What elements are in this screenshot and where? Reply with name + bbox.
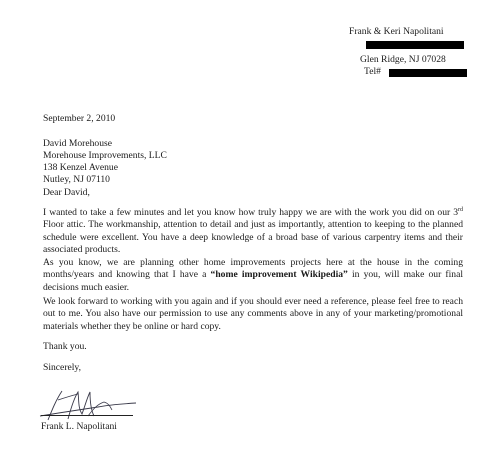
body-paragraph-3 [43, 296, 463, 333]
recipient-name: David Morehouse [43, 138, 113, 149]
recipient-company: Morehouse Improvements, LLC [43, 150, 167, 161]
p2-text-b: in you, will make our final decisions much easier. [43, 269, 464, 293]
sender-tel-label: Tel# [364, 66, 381, 77]
p3-text: We look forward to working with you again and if you should ever need a reference, please feel free to reach out to me. You also have our permission to use any comments above in any of your marketing/promotional materials whether they be online or hard copy. [43, 296, 463, 332]
thank-you-line: Thank you. [43, 341, 87, 352]
redacted-phone [389, 69, 467, 77]
sender-name: Frank & Keri Napolitani [349, 26, 444, 37]
closing: Sincerely, [43, 362, 82, 373]
signer-name: Frank L. Napolitani [41, 421, 117, 432]
recipient-city: Nutley, NJ 07110 [43, 174, 110, 185]
recipient-street: 138 Kenzel Avenue [43, 162, 118, 173]
p2-text-a: As you know, we are planning other home improvements projects here at the house in the coming months/years and knowing that I have a [43, 257, 463, 281]
body-paragraph-1 [43, 207, 463, 256]
signature-line [41, 415, 133, 416]
letter-date: September 2, 2010 [43, 113, 116, 124]
p1-text-a: I wanted to take a few minutes and let you know how truly happy we are with the work you did on our 3 [43, 207, 458, 218]
p1-text-b: Floor attic. The workmanship, attention to detail and just as importantly, attention to keeping to the planned schedule were excellent. You have a deep knowledge of a broad base of various carpentry items and their associated products. [43, 219, 463, 255]
handwritten-signature [38, 386, 138, 424]
body-paragraph-2 [43, 257, 463, 294]
salutation: Dear David, [43, 187, 90, 198]
sender-city: Glen Ridge, NJ 07028 [360, 54, 446, 65]
p1-superscript: rd [458, 206, 463, 213]
redacted-street [366, 41, 464, 49]
p2-bold-phrase: “home improvement Wikipedia” [210, 269, 348, 281]
